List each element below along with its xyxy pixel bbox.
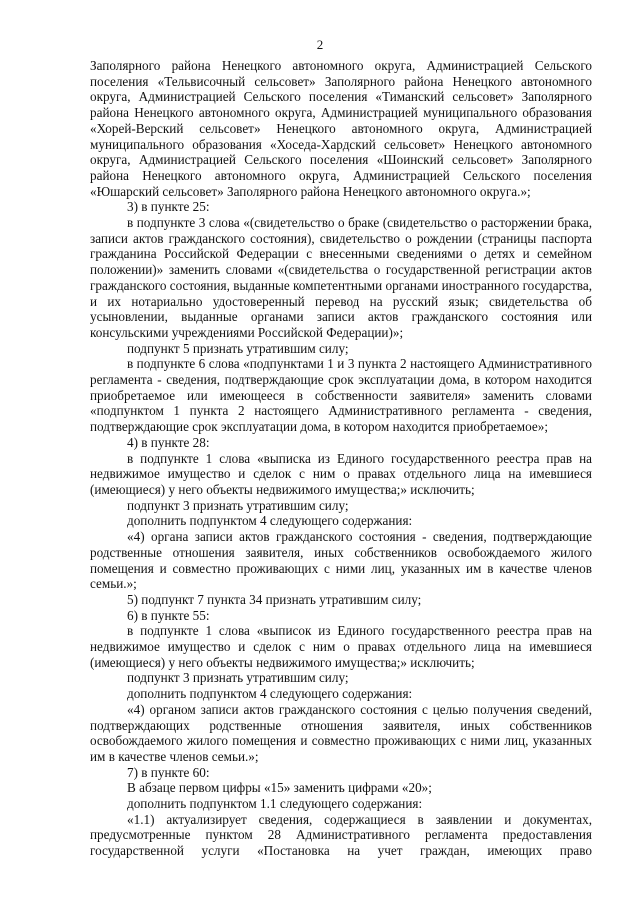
paragraph: «4) органа записи актов гражданского состояния - сведения, подтверждающие родственные отношения заявителя, иных собственников освобождаемого жилого помещения и совместно проживающих с ними лиц, указанных им в качестве членов семьи.»; [90,529,592,592]
paragraph: 5) подпункт 7 пункта 34 признать утратившим силу; [127,591,422,607]
paragraph: 6) в пункте 55: [127,607,210,623]
paragraph: дополнить подпунктом 4 следующего содержания: [127,513,413,529]
paragraph: 7) в пункте 60: [127,764,210,780]
paragraph: в подпункте 3 слова «(свидетельство о браке (свидетельство о расторжении брака, записи актов гражданского состояния), свидетельство о рождении (страницы паспорта гражданина Российской Федерации с внесенными сведениями о детях и семейном положении)» заменить словами «(свидетельства о государственной регистрации актов гражданского состояния, выданные компетентными органами иностранного государства, и их нотариально удостоверенный перевод на русский язык; свидетельства об усыновлении, выданные органами записи актов гражданского состояния или консульскими учреждениями Российской Федерации)»; [90,215,592,340]
paragraph: 3) в пункте 25: [127,199,210,215]
paragraph: в подпункте 6 слова «подпунктами 1 и 3 пункта 2 настоящего Административного регламента - сведения, подтверждающие срок эксплуатации дома, в котором находится приобретаемое или имеющееся в собственности заявителя» заменить словами «подпунктом 1 пункта 2 настоящего Административного регламента - сведения, подтверждающие срок эксплуатации дома, в котором находится приобретаемое»; [90,356,592,435]
paragraph: «4) органом записи актов гражданского состояния с целью получения сведений, подтверждающих родственные отношения заявителя, иных собственников освобождаемого жилого помещения и совместно проживающих с ними лиц, указанных им в качестве членов семьи.»; [90,701,592,764]
document-body [90,58,592,859]
paragraph: 4) в пункте 28: [127,434,210,450]
paragraph: в подпункте 1 слова «выписка из Единого государственного реестра прав на недвижимое имущество и сделок с ним о правах отдельного лица на имевшиеся (имеющиеся) у него объекты недвижимого имущества;» исключить; [90,450,592,497]
paragraph: «1.1) актуализирует сведения, содержащиеся в заявлении и документах, предусмотренные пунктом 28 Административного регламента предоставления государственной услуги «Постановка на учет граждан, имеющих право [90,811,592,859]
paragraph: дополнить подпунктом 1.1 следующего содержания: [127,796,423,812]
paragraph: Заполярного района Ненецкого автономного округа, Администрацией Сельского поселения «Тельвисочный сельсовет» Заполярного района Ненецкого автономного округа, Администрацией Сельского поселения «Тиманский сельсовет» Заполярного района Ненецкого автономного округа, Администрацией муниципального образования «Хорей-Верский сельсовет» Ненецкого автономного округа, Администрацией муниципального образования «Хоседа-Хардский сельсовет» Ненецкого автономного округа, Администрацией Сельского поселения «Шоинский сельсовет» Заполярного района Ненецкого автономного округа, Администрацией Сельского поселения «Юшарский сельсовет» Заполярного района Ненецкого автономного округа.»; [90,58,592,199]
paragraph: подпункт 3 признать утратившим силу; [127,670,349,686]
paragraph: В абзаце первом цифры «15» заменить цифрами «20»; [127,780,432,796]
paragraph: подпункт 5 признать утратившим силу; [127,340,349,356]
page-number: 2 [316,37,324,52]
paragraph: дополнить подпунктом 4 следующего содержания: [127,686,413,702]
paragraph: подпункт 3 признать утратившим силу; [127,497,349,513]
paragraph: в подпункте 1 слова «выписок из Единого государственного реестра прав на недвижимое имущество и сделок с ним о правах отдельного лица на имевшиеся (имеющиеся) у него объекты недвижимого имущества;» исключить; [90,623,592,670]
